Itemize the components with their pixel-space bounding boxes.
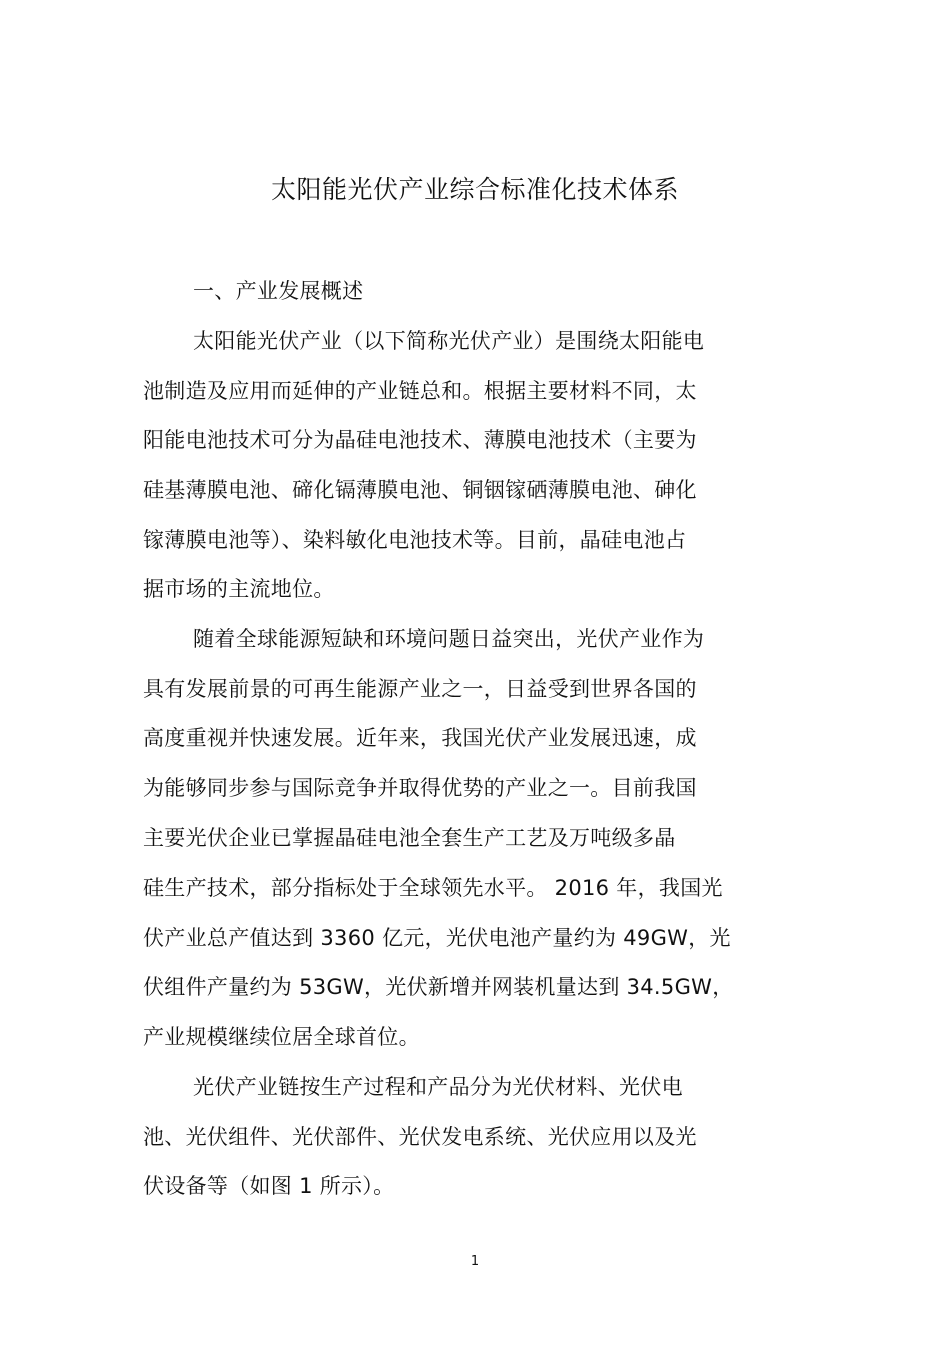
paragraph-line: 镓薄膜电池等）、染料敏化电池技术等。目前，晶硅电池占	[143, 528, 687, 552]
paragraph-line: 阳能电池技术可分为晶硅电池技术、薄膜电池技术（主要为	[143, 428, 697, 452]
paragraph-line: 产业规模继续位居全球首位。	[143, 1025, 420, 1049]
paragraph-line: 伏组件产量约为 53GW，光伏新增并网装机量达到 34.5GW，	[143, 975, 734, 999]
paragraph-line: 据市场的主流地位。	[143, 577, 335, 601]
paragraph-line: 硅基薄膜电池、碲化镉薄膜电池、铜铟镓硒薄膜电池、砷化	[143, 478, 697, 502]
document-title: 太阳能光伏产业综合标准化技术体系	[270, 175, 679, 204]
paragraph-line: 池、光伏组件、光伏部件、光伏发电系统、光伏应用以及光	[143, 1125, 697, 1149]
paragraph-line: 随着全球能源短缺和环境问题日益突出，光伏产业作为	[193, 627, 705, 651]
paragraph-line: 伏产业总产值达到 3360 亿元，光伏电池产量约为 49GW，光	[143, 926, 731, 950]
page-number: 1	[470, 1254, 480, 1269]
paragraph-line: 主要光伏企业已掌握晶硅电池全套生产工艺及万吨级多晶	[143, 826, 676, 850]
paragraph-line: 硅生产技术，部分指标处于全球领先水平。 2016 年，我国光	[143, 876, 723, 900]
paragraph-line: 高度重视并快速发展。近年来，我国光伏产业发展迅速，成	[143, 726, 697, 750]
paragraph-line: 伏设备等（如图 1 所示）。	[143, 1174, 395, 1198]
paragraph-line: 为能够同步参与国际竞争并取得优势的产业之一。目前我国	[143, 776, 697, 800]
paragraph-line: 光伏产业链按生产过程和产品分为光伏材料、光伏电	[193, 1075, 683, 1099]
paragraph-line: 太阳能光伏产业（以下简称光伏产业）是围绕太阳能电	[193, 329, 705, 353]
section-heading: 一、产业发展概述	[193, 279, 364, 303]
paragraph-line: 具有发展前景的可再生能源产业之一，日益受到世界各国的	[143, 677, 697, 701]
paragraph-line: 池制造及应用而延伸的产业链总和。根据主要材料不同，太	[143, 379, 697, 403]
